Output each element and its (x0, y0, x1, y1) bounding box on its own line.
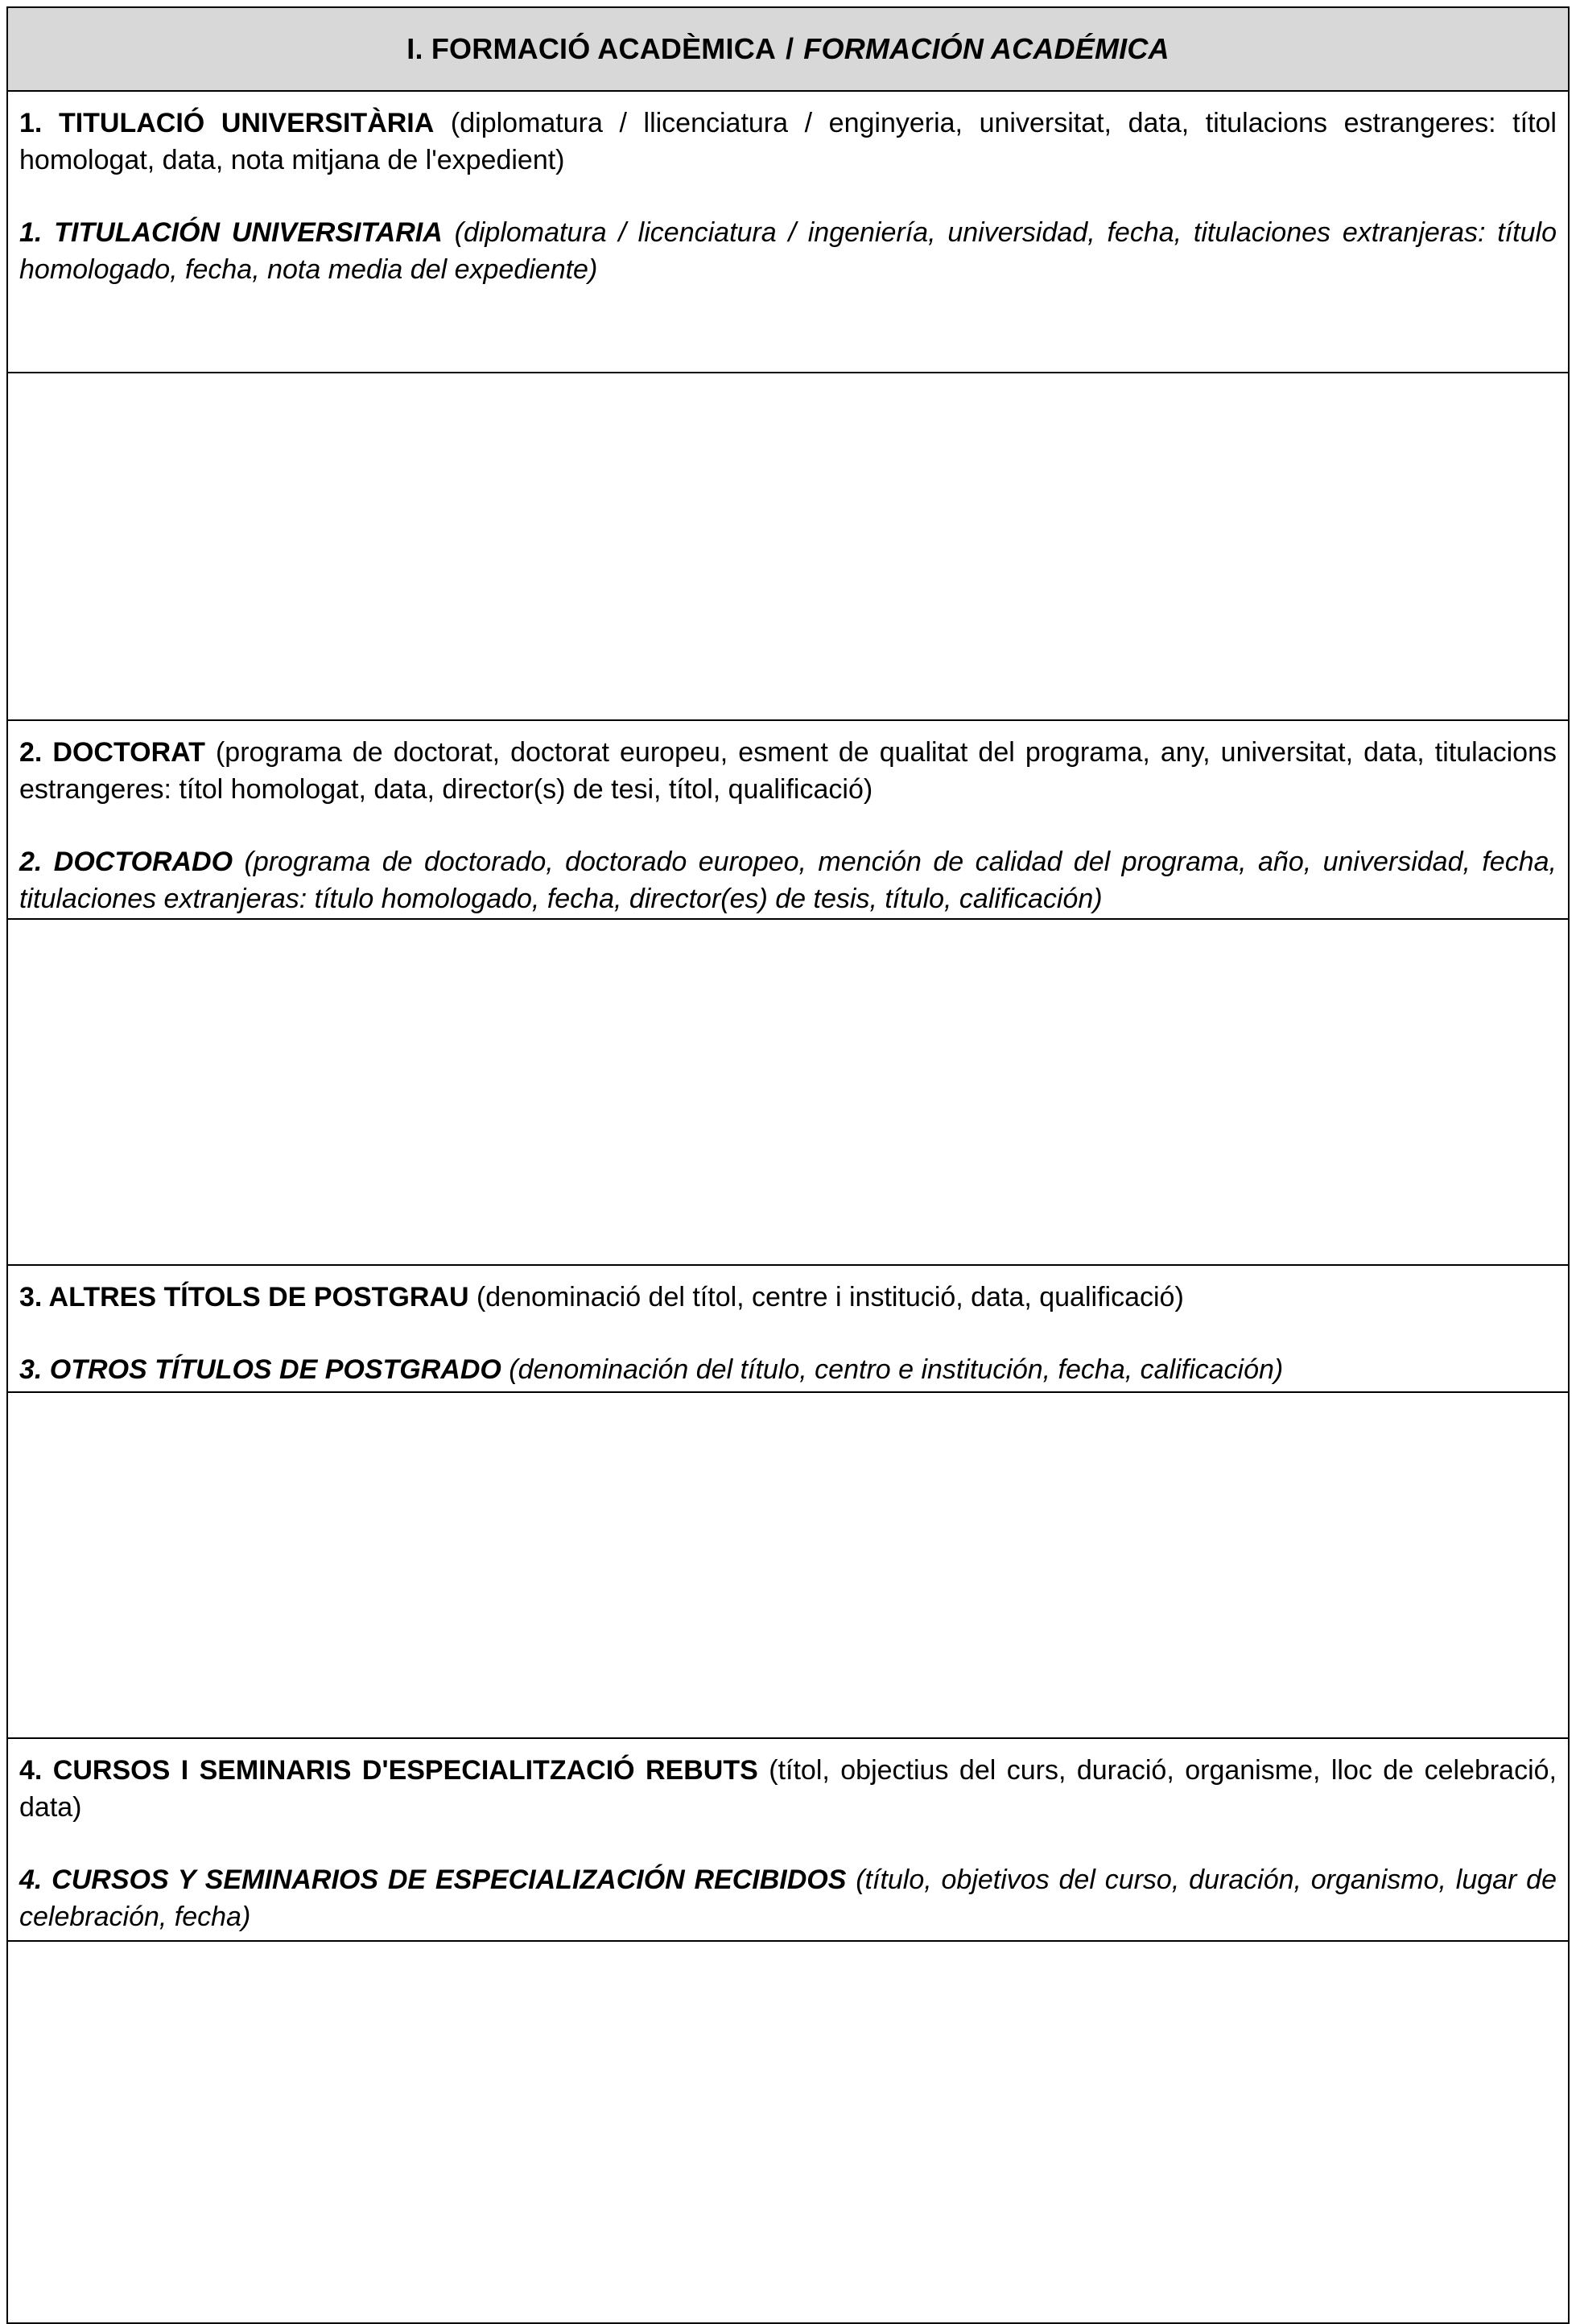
doctorate-answer-box[interactable] (8, 920, 1568, 1266)
doctorate-prompt (8, 721, 1568, 920)
postgraduate-titles-spanish-label: 3. OTROS TÍTULOS DE POSTGRADO (19, 1354, 501, 1385)
specialization-courses-spanish (19, 1861, 1557, 1935)
specialization-courses-catalan (19, 1752, 1557, 1826)
university-degree-catalan (19, 105, 1557, 179)
postgraduate-titles-catalan-desc: (denominació del títol, centre i institució, data, qualificació) (476, 1282, 1184, 1312)
specialization-courses-catalan-desc: (títol, objectius del curs, duració, organisme, lloc de celebració, data) (19, 1755, 1557, 1823)
specialization-courses-prompt (8, 1739, 1568, 1942)
specialization-courses-answer-box[interactable] (8, 1942, 1568, 2322)
academic-training-form (6, 6, 1570, 2324)
doctorate-spanish-desc: (programa de doctorado, doctorado europeo, mención de calidad del programa, año, universidad, fecha, titulaciones extranjeras: título homologado, fecha, director(es) de tesis, título, calificación) (19, 847, 1557, 914)
university-degree-prompt (8, 92, 1568, 373)
postgraduate-titles-spanish-desc: (denominación del título, centro e institución, fecha, calificación) (509, 1354, 1284, 1385)
doctorate-spanish (19, 843, 1557, 917)
doctorate-catalan-desc: (programa de doctorat, doctorat europeu, esment de qualitat del programa, any, universitat, data, titulacions estrangeres: títol homologat, data, director(s) de tesi, títol, qualificació) (19, 737, 1557, 805)
header-title-catalan: I. FORMACIÓ ACADÈMICA (406, 32, 777, 65)
header-separator: / (786, 32, 794, 65)
section-header (8, 8, 1568, 92)
postgraduate-titles-catalan-label: 3. ALTRES TÍTOLS DE POSTGRAU (19, 1282, 469, 1312)
doctorate-catalan-label: 2. DOCTORAT (19, 737, 205, 768)
header-title-spanish: FORMACIÓN ACADÉMICA (803, 32, 1170, 65)
university-degree-spanish-desc: (diplomatura / licenciatura / ingeniería, universidad, fecha, titulaciones extranjeras: título homologado, fecha, nota media del expediente) (19, 217, 1557, 285)
postgraduate-titles-answer-box[interactable] (8, 1393, 1568, 1739)
specialization-courses-spanish-desc: (título, objetivos del curso, duración, organismo, lugar de celebración, fecha) (19, 1865, 1557, 1932)
university-degree-answer-box[interactable] (8, 373, 1568, 721)
postgraduate-titles-prompt (8, 1266, 1568, 1393)
doctorate-catalan (19, 734, 1557, 808)
postgraduate-titles-spanish (19, 1351, 1557, 1388)
university-degree-catalan-label: 1. TITULACIÓ UNIVERSITÀRIA (19, 108, 435, 138)
postgraduate-titles-catalan (19, 1279, 1557, 1316)
specialization-courses-catalan-label: 4. CURSOS I SEMINARIS D'ESPECIALITZACIÓ REBUTS (19, 1755, 758, 1786)
specialization-courses-spanish-label: 4. CURSOS Y SEMINARIOS DE ESPECIALIZACIÓN RECIBIDOS (19, 1865, 847, 1895)
university-degree-catalan-desc: (diplomatura / llicenciatura / enginyeria, universitat, data, titulacions estrangeres: títol homologat, data, nota mitjana de l'expedient) (19, 108, 1557, 175)
doctorate-spanish-label: 2. DOCTORADO (19, 847, 233, 877)
university-degree-spanish-label: 1. TITULACIÓN UNIVERSITARIA (19, 217, 443, 248)
university-degree-spanish (19, 214, 1557, 288)
